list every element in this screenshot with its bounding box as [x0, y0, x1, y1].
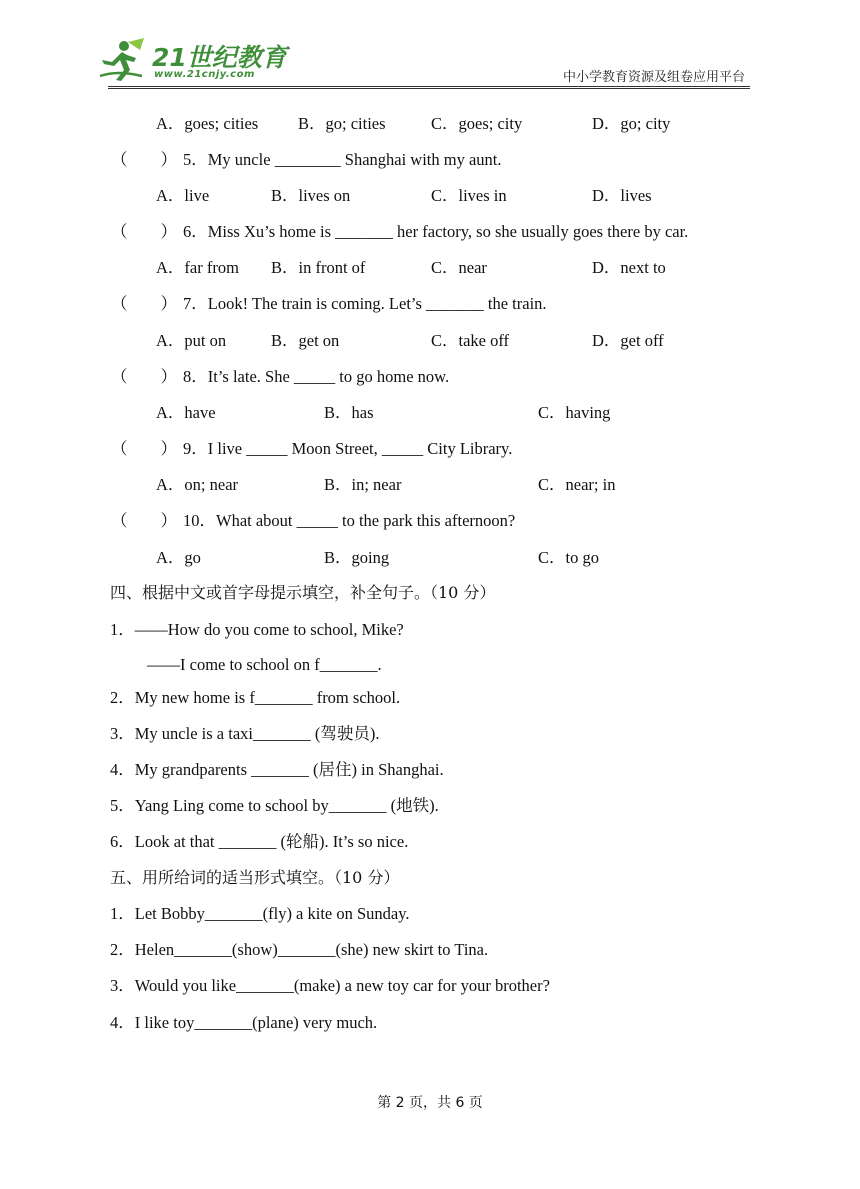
answer-blank: （ ） [111, 511, 177, 530]
fill-item: 2．Helen_______(show)_______(she) new skirt to Tina. [110, 940, 489, 959]
question-text: 9．I live _____ Moon Street, _____ City Library. [183, 439, 513, 458]
answer-blank: （ ） [111, 439, 177, 458]
option-a: A．live [156, 186, 210, 205]
question-text: 6．Miss Xu’s home is _______ her factory, so she usually goes there by car. [183, 222, 689, 241]
option-b: B．get on [271, 331, 340, 350]
option-b: B．lives on [271, 186, 351, 205]
page-number: 第 2 页，共 6 页 [377, 1095, 483, 1111]
question-text: 10．What about _____ to the park this afternoon? [183, 511, 516, 530]
answer-blank: （ ） [111, 367, 177, 386]
fill-item: 4．I like toy_______(plane) very much. [110, 1013, 378, 1032]
platform-name: 中小学教育资源及组卷应用平台 [562, 70, 745, 85]
logo-url: www.21cnjy.com [154, 69, 255, 80]
option-a: A．far from [156, 258, 239, 277]
option-b: B．in front of [271, 258, 366, 277]
fill-item: 1．——How do you come to school, Mike? [110, 620, 404, 639]
section-title: 四、根据中文或首字母提示填空，补全句子。（10 分） [110, 583, 496, 602]
fill-item: 4．My grandparents _______ (居住) in Shanghai. [110, 760, 444, 779]
option-b: B．in; near [324, 475, 402, 494]
logo-title: 21世纪教育 [152, 43, 287, 72]
fill-item: 3．My uncle is a taxi_______ (驾驶员). [110, 724, 380, 743]
question-text: 5．My uncle ________ Shanghai with my aunt. [183, 150, 502, 169]
option-c: C．lives in [431, 186, 507, 205]
fill-item: 5．Yang Ling come to school by_______ (地铁). [110, 796, 439, 815]
option-c: C．near; in [538, 475, 616, 494]
option-d: D．lives [592, 186, 652, 205]
option-c: C．take off [431, 331, 510, 350]
option-a: A．go [156, 548, 201, 567]
fill-item: ——I come to school on f_______. [147, 655, 382, 674]
page-header [0, 0, 860, 90]
option-b: B．has [324, 403, 374, 422]
fill-item: 2．My new home is f_______ from school. [110, 688, 401, 707]
question-text: 7．Look! The train is coming. Let’s _______ the train. [183, 294, 547, 313]
fill-item: 3．Would you like_______(make) a new toy car for your brother? [110, 976, 550, 995]
logo [98, 36, 288, 86]
runner-logo-icon [98, 36, 158, 84]
option-a: A．on; near [156, 475, 239, 494]
header-divider [108, 86, 750, 87]
option-a: A．have [156, 403, 216, 422]
option-a: A．put on [156, 331, 227, 350]
option-d: D．next to [592, 258, 666, 277]
fill-item: 1．Let Bobby_______(fly) a kite on Sunday. [110, 904, 410, 923]
answer-blank: （ ） [111, 294, 177, 313]
option-d: D．get off [592, 331, 664, 350]
option-d: D．go; city [592, 114, 671, 133]
option-c: C．to go [538, 548, 599, 567]
question-text: 8．It’s late. She _____ to go home now. [183, 367, 450, 386]
option-c: C．having [538, 403, 611, 422]
header-divider [108, 88, 750, 89]
option-c: C．goes; city [431, 114, 523, 133]
option-b: B．going [324, 548, 390, 567]
answer-blank: （ ） [111, 150, 177, 169]
fill-item: 6．Look at that _______ (轮船). It’s so nice. [110, 832, 409, 851]
section-title: 五、用所给词的适当形式填空。（10 分） [110, 868, 400, 887]
option-a: A．goes; cities [156, 114, 259, 133]
option-b: B．go; cities [298, 114, 386, 133]
option-c: C．near [431, 258, 487, 277]
answer-blank: （ ） [111, 222, 177, 241]
